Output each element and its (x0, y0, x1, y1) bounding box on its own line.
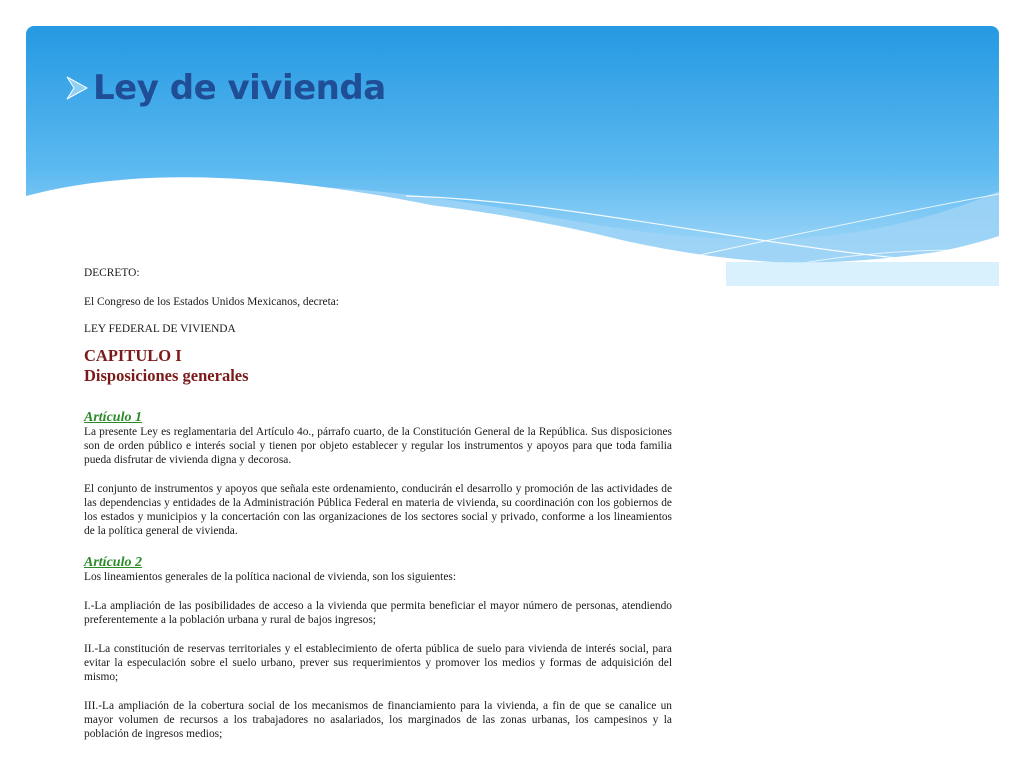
decreto-line: DECRETO: (84, 267, 140, 279)
arrow-bullet-icon (64, 74, 90, 102)
article-1-heading: Artículo 1 (84, 410, 142, 425)
slide-title (64, 68, 386, 108)
document-page (84, 266, 672, 741)
slide-title-text: Ley de vivienda (93, 68, 386, 108)
congreso-line: El Congreso de los Estados Unidos Mexicanos, decreta: (84, 296, 339, 308)
law-name: LEY FEDERAL DE VIVIENDA (84, 323, 236, 335)
article-2-heading: Artículo 2 (84, 555, 142, 570)
chapter-number: CAPITULO I (84, 346, 182, 365)
article-1-paragraph-1: La presente Ley es reglamentaria del Artículo 4o., párrafo cuarto, de la Constitución General de la República. Sus disposiciones son de orden público e interés social y tienen por objeto establecer y regular los instrumentos y apoyos para que toda familia pueda disfrutar de vivienda digna y decorosa. (84, 426, 672, 466)
article-1-paragraph-2: El conjunto de instrumentos y apoyos que señala este ordenamiento, conducirán el desarrollo y promoción de las actividades de las dependencias y entidades de la Administración Pública Federal en materia de vivienda, su coordinación con los gobiernos de los estados y municipios y la concertación con las organizaciones de los sectores social y privado, conforme a los lineamientos de la política general de vivienda. (84, 483, 672, 537)
article-2-intro: Los lineamientos generales de la política nacional de vivienda, son los siguientes: (84, 571, 456, 583)
chapter-heading (84, 346, 672, 386)
article-2-item-i: I.-La ampliación de las posibilidades de acceso a la vivienda que permita beneficiar el mayor número de personas, atendiendo preferentemente a la población urbana y rural de bajos ingresos; (84, 600, 672, 626)
header-band (26, 26, 999, 286)
article-2-item-ii: II.-La constitución de reservas territoriales y el establecimiento de oferta pública de suelo para vivienda de interés social, para evitar la especulación sobre el suelo urbano, prever sus requerimientos y promover los medios y formas de adquisición del mismo; (84, 643, 672, 683)
article-2-item-iii: III.-La ampliación de la cobertura social de los mecanismos de financiamiento para la vivienda, a fin de que se canalice un mayor volumen de recursos a los trabajadores no asalariados, los marginados de las zonas urbanas, los campesinos y la población de ingresos medios; (84, 700, 672, 740)
wave-background (26, 26, 999, 286)
chapter-title: Disposiciones generales (84, 366, 249, 385)
